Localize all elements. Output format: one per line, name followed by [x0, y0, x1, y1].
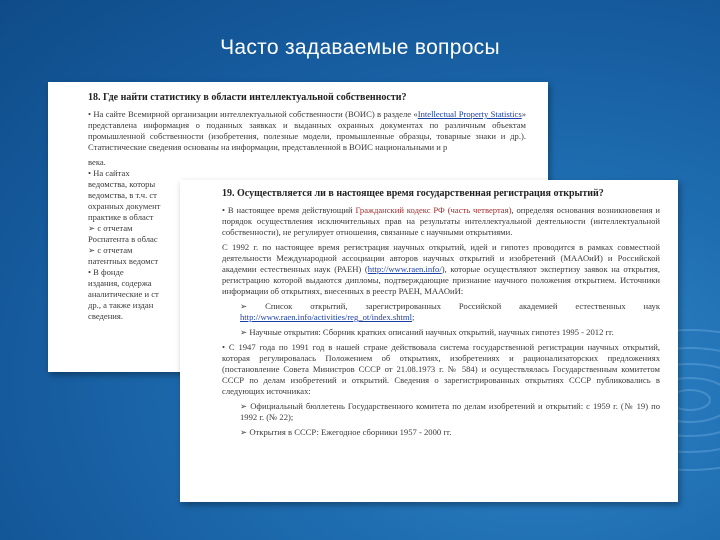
source-item-2: ➢ Научные открытия: Сборник кратких описаний научных открытий, научных гипотез 1995 - 2012 гг. [240, 327, 614, 337]
answer-paragraph-3: • С 1947 года по 1991 год в нашей стране действовала система государственной регистрации научных открытий, которая регулировалась Положением об открытиях, изобретениях и рационализаторских предложениях (постановление Совета Министров СССР от 21.08.1973 г. № 584) и осуществлялась Государственным комитетом СССР по делам изобретений и открытий. Сведения о зарегистрированных открытиях СССР публиковались в следующих источниках: [222, 342, 660, 396]
text-line: ведомства, в т.ч. ст [88, 190, 157, 200]
text-line: • В фонде [88, 267, 124, 277]
civil-code-link[interactable]: Гражданский кодекс РФ (часть четвертая) [355, 205, 512, 215]
text-line: др., а также издан [88, 300, 154, 310]
text-line: аналитические и ст [88, 289, 159, 299]
source-item-3: ➢ Официальный бюллетень Государственного комитета по делам изобретений и открытий: с 1959 г. (№ 19) по 1992 г. (№ 22); [240, 401, 660, 422]
source-item-4: ➢ Открытия в СССР: Ежегодное сборники 1957 - 2000 гг. [240, 427, 452, 437]
question-answer-paragraph: • На сайте Всемирной организации интеллектуальной собственности (ВОИС) в разделе «Intellectual Property Statistics» представлена информация о поданных заявках и выданных охранных документах по различным объектам промышленной собственности (изобретения, полезные модели, промышленные образцы, товарные знаки и др.). Статистические сведения основаны на информации, представленной в ВОИС национальными и р [88, 109, 526, 152]
text-line: ➢ с отчетам [88, 223, 133, 233]
raen-link[interactable]: http://www.raen.info/ [367, 264, 442, 274]
text-line: Роспатента в облас [88, 234, 158, 244]
text-line: ➢ с отчетам [88, 245, 133, 255]
text-line: практике в област [88, 212, 154, 222]
document-page-faq-19 [180, 180, 678, 502]
source-item-1: ➢ Список открытий, зарегистрированных Российской академией естественных наук http://www.raen.info/activities/reg_ot/index.shtml; [240, 301, 660, 322]
question-heading: 19. Осуществляется ли в настоящее время государственная регистрация открытий? [222, 188, 604, 199]
text-line: патентных ведомст [88, 256, 159, 266]
text-line: ведомства, которы [88, 179, 156, 189]
text-line: • На сайтах [88, 168, 130, 178]
text-line: сведения. [88, 311, 124, 321]
text-line: издания, содержа [88, 278, 152, 288]
raen-registry-link[interactable]: http://www.raen.info/activities/reg_ot/index.shtml [240, 312, 413, 322]
wipo-statistics-link[interactable]: Intellectual Property Statistics [417, 109, 522, 119]
question-heading: 18. Где найти статистику в области интеллектуальной собственности? [88, 92, 407, 103]
answer-paragraph-1: • В настоящее время действующий Гражданский кодекс РФ (часть четвертая), определяя основания возникновения и порядок осуществления исключительных прав на результаты интеллектуальной деятельности (интеллектуальной собственности), не регулирует отношения, связанные с научными открытиями. [222, 205, 660, 237]
slide-title: Часто задаваемые вопросы [220, 36, 500, 59]
text-line: охранных документ [88, 201, 161, 211]
answer-paragraph-2: С 1992 г. по настоящее время регистрация научных открытий, идей и гипотез проводится в рамках совместной деятельности Международной ассоциации авторов научных открытий и изобретений (МААОиИ) и Российской академии естественных наук (РАЕН) (http://www.raen.info/), которые осуществляют экспертизу заявок на открытия, регистрацию которой выдаются дипломы, подтверждающие признание научного положения открытием. Источники информации об открытиях, внесенных в реестр РАЕН, МААОиИ: [222, 242, 660, 296]
text-line: века. [88, 157, 106, 167]
